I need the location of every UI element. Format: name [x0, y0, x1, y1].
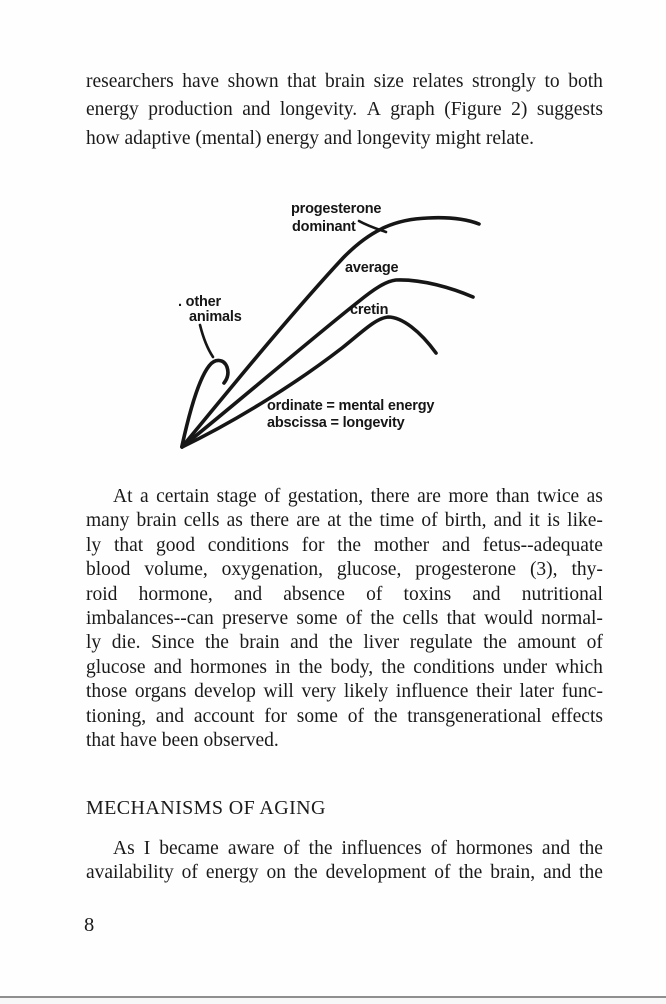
text-line: ly that good conditions for the mother and fetus--adequate — [86, 534, 603, 556]
text-line: blood volume, oxygenation, glucose, progesterone (3), thy- — [86, 559, 603, 581]
figure-label-progesterone: progesterone — [291, 201, 382, 217]
page-bottom-edge — [0, 998, 666, 1004]
text-line: glucose and hormones in the body, the conditions under which — [86, 656, 603, 678]
other-animals-pointer-line — [200, 325, 213, 357]
text-line: As I became aware of the influences of hormones and the — [113, 838, 603, 859]
figure-label-average: average — [345, 260, 399, 276]
section-heading: MECHANISMS OF AGING — [86, 797, 326, 819]
figure-axis-note-abscissa: abscissa = longevity — [267, 415, 405, 431]
text-line: how adaptive (mental) energy and longevity might relate. — [86, 127, 534, 149]
paragraph-mechanisms — [86, 837, 603, 886]
curve-other-animals-loop — [182, 360, 228, 446]
text-line: ly die. Since the brain and the liver regulate the amount of — [86, 632, 603, 654]
figure-axis-note-ordinate: ordinate = mental energy — [267, 398, 435, 414]
text-line: roid hormone, and absence of toxins and nutritional — [86, 583, 603, 605]
text-line: tioning, and account for some of the transgenerational effects — [86, 705, 603, 727]
text-line: that have been observed. — [86, 729, 279, 751]
figure-label-dominant: dominant — [292, 219, 356, 235]
text-line: imbalances--can preserve some of the cells that would normal- — [86, 607, 603, 629]
figure-label-other: . other — [178, 294, 221, 310]
paragraph-gestation — [86, 485, 603, 753]
figure-label-animals: animals — [189, 309, 242, 325]
page-number: 8 — [84, 914, 95, 936]
text-line: At a certain stage of gestation, there are more than twice as — [113, 486, 603, 507]
text-line: availability of energy on the development of the brain, and the — [86, 862, 603, 884]
text-line: researchers have shown that brain size relates strongly to both — [86, 71, 603, 92]
text-line: many brain cells as there are at the time of birth, and it is like- — [86, 510, 603, 532]
figure-label-cretin: cretin — [350, 302, 389, 318]
dominant-leader-line — [359, 221, 386, 232]
text-line: those organs develop will very likely influence their later func- — [86, 681, 603, 703]
text-line: energy production and longevity. A graph (Figure 2) suggests — [86, 99, 603, 121]
